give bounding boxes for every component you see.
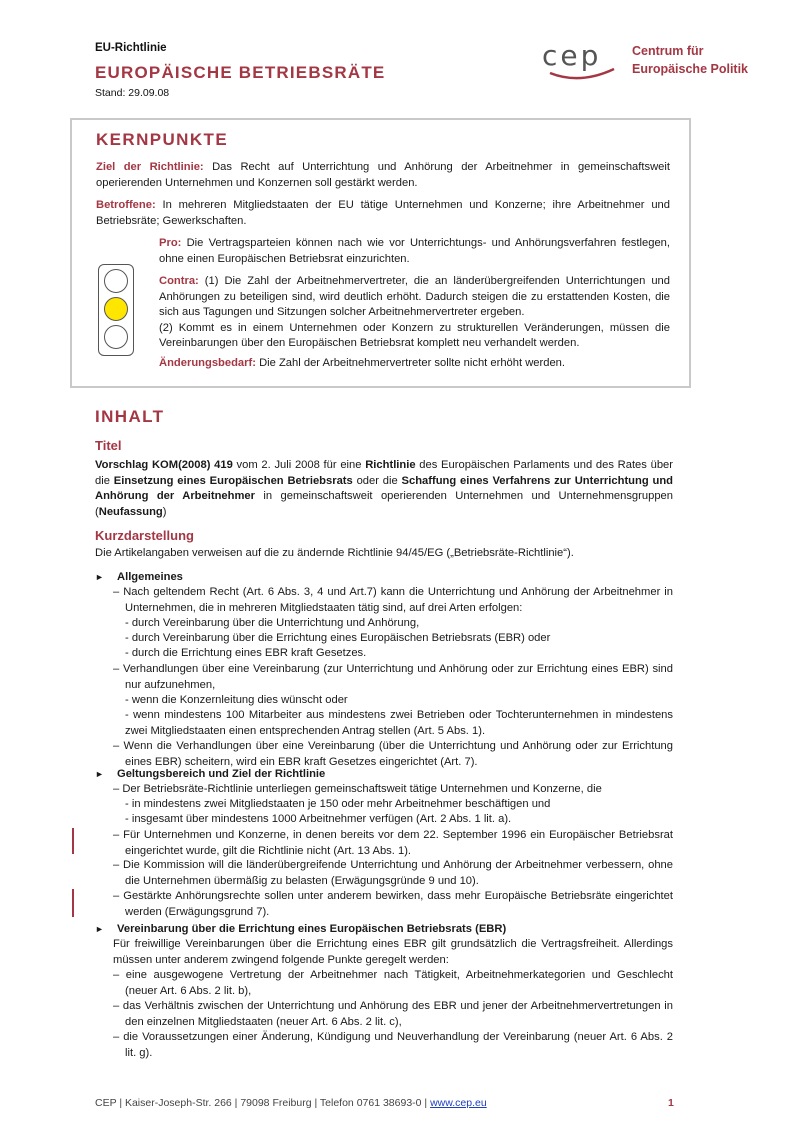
cep-logo-text xyxy=(632,42,748,78)
footer xyxy=(95,1097,487,1109)
kurzdarstellung-heading: Kurzdarstellung xyxy=(95,528,194,543)
list-item: - in mindestens zwei Mitgliedstaaten je 150 oder mehr Arbeitnehmer beschäftigen und xyxy=(125,798,551,810)
footer-website-link[interactable]: www.cep.eu xyxy=(430,1097,487,1109)
betroffene-text: In mehreren Mitgliedstaaten der EU tätige Unternehmen und Konzerne; ihre Arbeitnehmer und Betriebsräte; Gewerkschaften. xyxy=(96,199,670,227)
list-item: – Gestärkte Anhörungsrechte sollen unter anderem bewirken, dass mehr Europäische Betriebsräte eingerichtet werden (Erwägungsgrund 7). xyxy=(113,890,673,918)
list-item: – eine ausgewogene Vertretung der Arbeitnehmer nach Tätigkeit, Arbeitnehmerkategorien und Geschlecht (neuer Art. 6 Abs. 2 lit. b), xyxy=(113,969,673,997)
list-item: – die Voraussetzungen einer Änderung, Kündigung und Neuverhandlung der Vereinbarung (neuer Art. 6 Abs. 2 lit. g). xyxy=(113,1031,673,1059)
kernpunkte-heading: KERNPUNKTE xyxy=(96,130,229,149)
bullet-arrow-icon: ► xyxy=(95,924,104,934)
cep-logo xyxy=(540,35,760,85)
contra-paragraph xyxy=(159,274,670,352)
contra-label: Contra: xyxy=(159,275,199,287)
section-allgemeines-title: Allgemeines xyxy=(117,571,183,583)
ziel-label: Ziel der Richtlinie: xyxy=(96,161,204,173)
list-item: – Verhandlungen über eine Vereinbarung (zur Unterrichtung und Anhörung oder zur Errichtung eines EBR) sind nur aufzunehmen, xyxy=(113,663,673,691)
ziel-text: Das Recht auf Unterrichtung und Anhörung der Arbeitnehmer in gemeinschaftsweit operierenden Unternehmen und Konzernen soll gestärkt werden. xyxy=(96,161,670,189)
section-vereinbarung xyxy=(95,922,506,938)
logo-line1: Centrum für xyxy=(632,44,704,58)
footer-address: CEP | Kaiser-Joseph-Str. 266 | 79098 Freiburg | Telefon 0761 38693-0 | xyxy=(95,1097,431,1109)
contra-text-2: (2) Kommt es in einem Unternehmen oder Konzern zu strukturellen Veränderungen, müssen die Vereinbarungen über den Europäischen Betriebsrat komplett neu verhandelt werden. xyxy=(159,321,670,349)
list-item: - wenn die Konzernleitung dies wünscht oder xyxy=(125,694,348,706)
document-title: EUROPÄISCHE BETRIEBSRÄTE xyxy=(95,63,386,82)
titel-part-8: in gemeinschaftsweit operierenden Unternehmen und Unternehmensgruppen ( xyxy=(95,490,673,518)
traffic-light-bottom-icon xyxy=(104,325,128,349)
titel-part-3: Richtlinie xyxy=(365,459,416,471)
aenderungsbedarf-label: Änderungsbedarf: xyxy=(159,357,256,369)
titel-heading: Titel xyxy=(95,438,122,453)
traffic-light-top-icon xyxy=(104,269,128,293)
pro-label: Pro: xyxy=(159,237,182,249)
titel-part-2: vom 2. Juli 2008 für eine xyxy=(232,459,366,471)
change-marker xyxy=(72,828,74,854)
list-item: - durch Vereinbarung über die Unterrichtung und Anhörung, xyxy=(125,617,420,629)
logo-line2: Europäische Politik xyxy=(632,62,749,76)
list-item: – Die Kommission will die länderübergreifende Unterrichtung und Anhörung der Arbeitnehmer verbessern, ohne die Unternehmen übermäßig zu belasten (Erwägungsgründe 9 und 10). xyxy=(113,859,673,887)
section-geltungsbereich-title: Geltungsbereich und Ziel der Richtlinie xyxy=(117,768,326,780)
section-vereinbarung-title: Vereinbarung über die Errichtung eines Europäischen Betriebsrats (EBR) xyxy=(117,923,507,935)
betroffene-label: Betroffene: xyxy=(96,199,156,211)
contra-text-1: (1) Die Zahl der Arbeitnehmervertreter, die an länderübergreifenden Unterrichtungen und Anhörungen zu beteiligen sind, wird deutlich erhöht. Dadurch steigen die zu erstattenden Kosten, die sich aus Tagungen und Sitzungen solcher Arbeitnehmervertreter ergeben. xyxy=(159,275,670,318)
pro-paragraph xyxy=(159,236,670,267)
kurzdarstellung-intro: Die Artikelangaben verweisen auf die zu ändernde Richtlinie 94/45/EG („Betriebsräte-Richtlinie“). xyxy=(95,547,574,559)
change-marker xyxy=(72,889,74,917)
betroffene-paragraph xyxy=(96,198,670,229)
section-geltungsbereich xyxy=(95,767,325,783)
inhalt-heading: INHALT xyxy=(95,407,165,426)
list-item: – Wenn die Verhandlungen über eine Vereinbarung (über die Unterrichtung und Anhörung oder zur Errichtung eines EBR) scheitern, wird ein EBR kraft Gesetzes eingerichtet (Art. 7). xyxy=(113,740,673,768)
document-date: Stand: 29.09.08 xyxy=(95,87,170,99)
titel-part-4: des Europäischen Parlaments und des Rates über die xyxy=(95,459,673,487)
titel-part-6: oder die xyxy=(352,474,402,487)
titel-part-7: Schaffung eines Verfahrens zur Unterrichtung und Anhörung der Arbeitnehmer xyxy=(95,474,673,502)
bullet-arrow-icon: ► xyxy=(95,769,104,779)
titel-part-10: ) xyxy=(162,505,167,518)
document-type-label: EU-Richtlinie xyxy=(95,42,167,54)
section-allgemeines xyxy=(95,570,183,586)
titel-part-1: Vorschlag KOM(2008) 419 xyxy=(95,459,233,471)
list-item: – Der Betriebsräte-Richtlinie unterliegen gemeinschaftsweit tätige Unternehmen und Konzerne, die xyxy=(113,783,602,795)
list-item: – Für Unternehmen und Konzerne, in denen bereits vor dem 22. September 1996 ein Europäischer Betriebsrat eingerichtet wurde, gilt die Richtlinie nicht (Art. 13 Abs. 1). xyxy=(113,829,673,857)
list-item: – Nach geltendem Recht (Art. 6 Abs. 3, 4 und Art.7) kann die Unterrichtung und Anhörung der Arbeitnehmer in Unternehmen, die in mehreren Mitgliedstaaten tätig sind, auf drei Arten erfolgen: xyxy=(113,586,673,614)
list-item: - durch die Errichtung eines EBR kraft Gesetzes. xyxy=(125,647,367,659)
titel-part-9: Neufassung xyxy=(98,505,163,518)
bullet-arrow-icon: ► xyxy=(95,572,104,582)
list-item: - insgesamt über mindestens 1000 Arbeitnehmer verfügen (Art. 2 Abs. 1 lit. a). xyxy=(125,813,512,825)
titel-part-5: Einsetzung eines Europäischen Betriebsrats xyxy=(113,474,353,487)
ziel-paragraph xyxy=(96,160,670,191)
cep-logo-mark-text: cep xyxy=(542,39,602,72)
traffic-light-icon xyxy=(98,264,134,356)
cep-logo-mark xyxy=(540,35,622,85)
aenderungsbedarf-paragraph xyxy=(159,356,670,372)
list-item: – das Verhältnis zwischen der Unterrichtung und Anhörung des EBR und jener der Arbeitnehmervertretungen in den einzelnen Mitgliedstaaten (neuer Art. 6 Abs. 2 lit. c), xyxy=(113,1000,673,1028)
list-item: - wenn mindestens 100 Mitarbeiter aus mindestens zwei Betrieben oder Tochterunternehmen in mindestens zwei Mitgliedstaaten einen entsprechenden Antrag stellen (Art. 5 Abs. 1). xyxy=(125,709,673,737)
aenderungsbedarf-text: Die Zahl der Arbeitnehmervertreter sollte nicht erhöht werden. xyxy=(255,357,566,369)
titel-paragraph xyxy=(95,458,673,520)
page-number: 1 xyxy=(668,1097,674,1109)
section-vereinbarung-intro: Für freiwillige Vereinbarungen über die Errichtung eines EBR gilt grundsätzlich die Vertragsfreiheit. Allerdings müssen unter anderem zwingend folgende Punkte geregelt werden: xyxy=(113,938,673,966)
kernpunkte-box xyxy=(70,118,691,388)
pro-text: Die Vertragsparteien können nach wie vor Unterrichtungs- und Anhörungsverfahren festlegen, ohne einen Europäischen Betriebsrat einzurichten. xyxy=(159,237,670,265)
list-item: - durch Vereinbarung über die Errichtung eines Europäischen Betriebsrats (EBR) oder xyxy=(125,632,551,644)
traffic-light-middle-icon xyxy=(104,297,128,321)
